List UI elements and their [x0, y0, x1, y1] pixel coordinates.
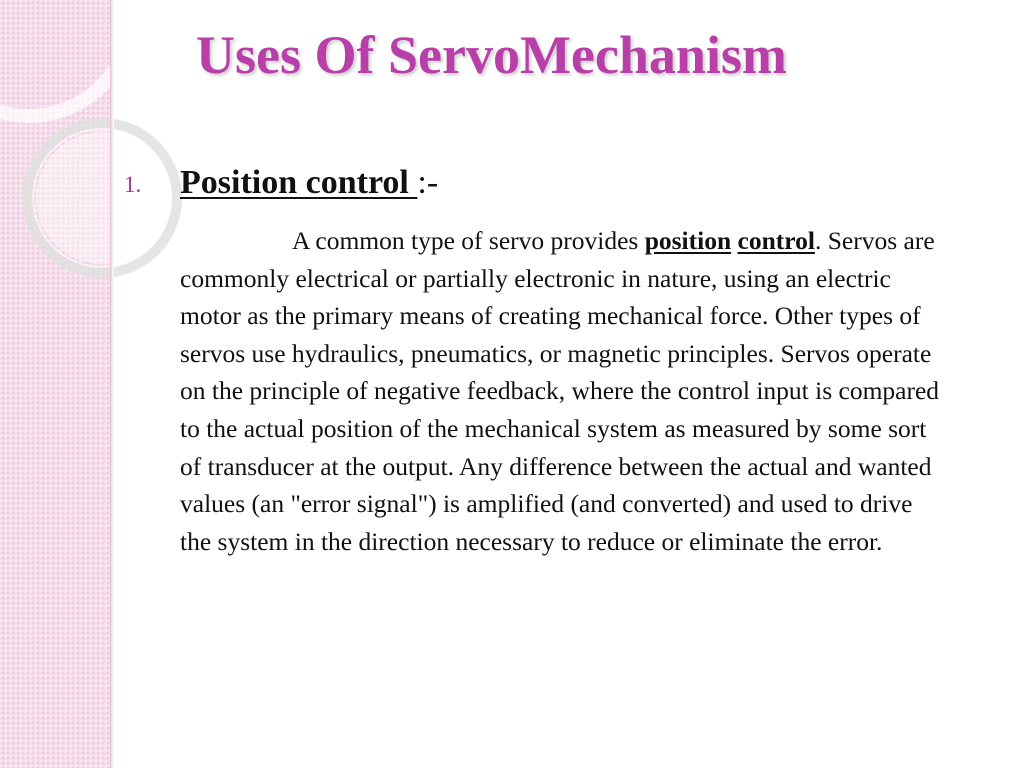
keyword-position: position — [644, 226, 732, 255]
decorative-ring-top — [0, 0, 138, 123]
side-band-edge — [110, 0, 114, 768]
body-paragraph — [180, 222, 940, 560]
paragraph-start: A common type of servo provides — [292, 226, 639, 255]
decorative-side-band — [0, 0, 112, 768]
keyword-control: control — [737, 226, 815, 255]
decorative-ring-middle — [22, 118, 182, 278]
list-item-number: 1. — [124, 172, 142, 197]
slide-title: Uses Of ServoMechanism — [196, 25, 787, 85]
list-item-heading — [180, 164, 438, 202]
paragraph-rest: . Servos are commonly electrical or partially electronic in nature, using an electric motor as the primary means of creating mechanical force. Other types of servos use hydraulics, pneumatics, or magnetic principles. Servos operate on the principle of negative feedback, where the control input is compared to the actual position of the mechanical system as measured by some sort of transducer at the output. Any difference between the actual and wanted values (an "error signal") is amplified (and converted) and used to drive the system in the direction necessary to reduce or eliminate the error. — [180, 226, 940, 556]
heading-text: Position control — [180, 164, 418, 201]
heading-suffix: :- — [417, 164, 439, 201]
